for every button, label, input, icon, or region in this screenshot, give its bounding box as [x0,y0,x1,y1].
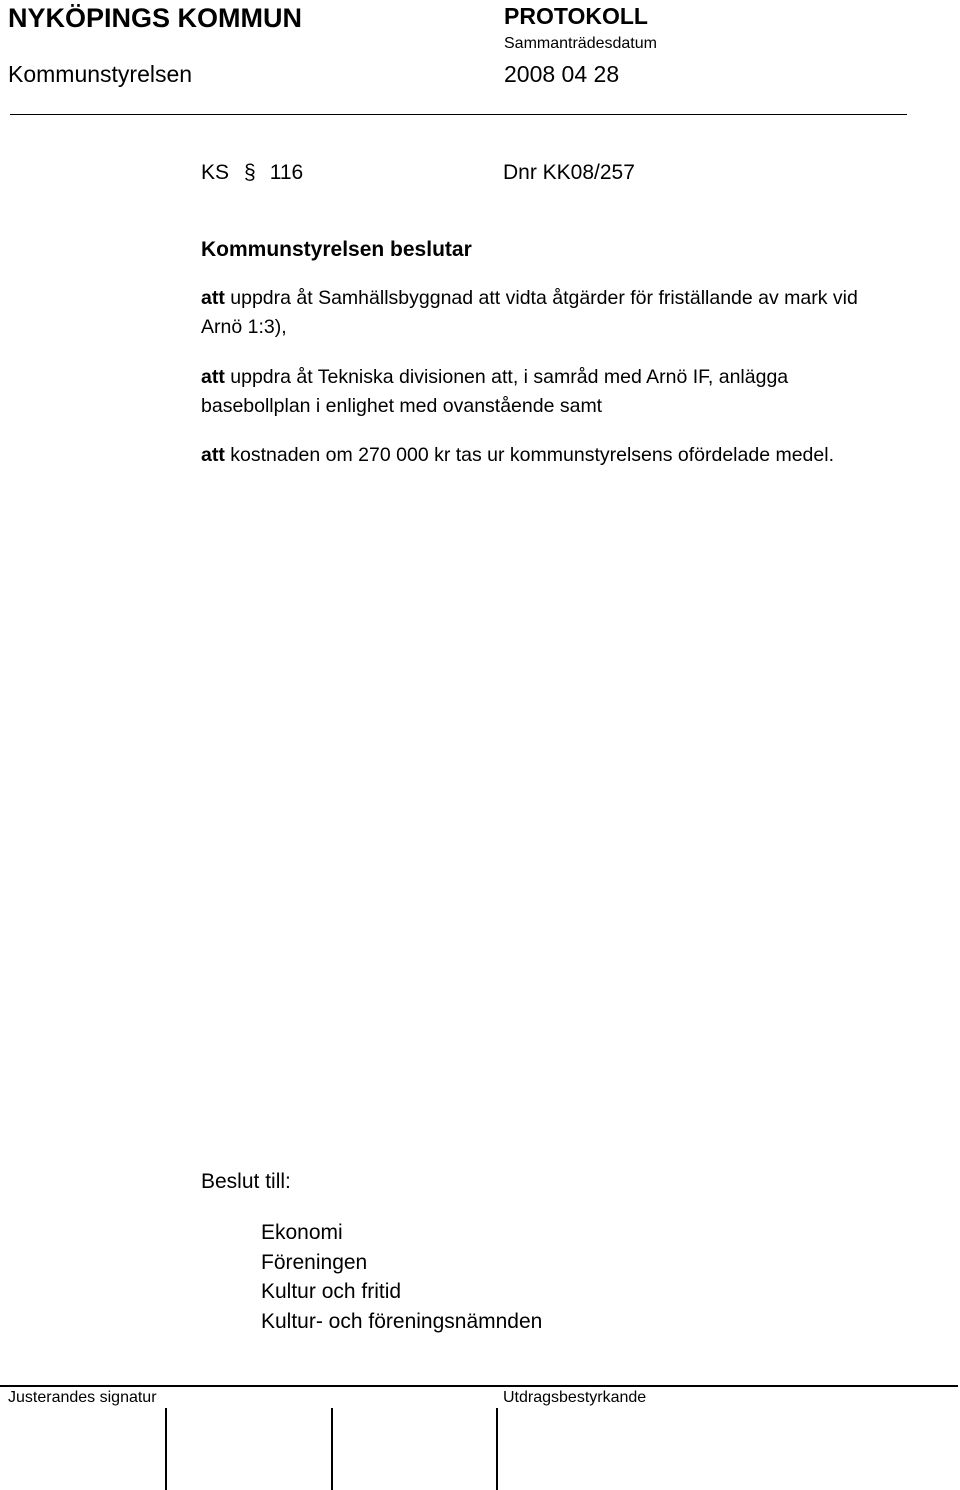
case-prefix: KS [201,161,230,184]
recipient-item: Kultur- och föreningsnämnden [261,1309,543,1333]
decision-keyword: att [201,287,225,309]
decision-heading: Kommunstyrelsen beslutar [201,238,472,261]
recipient-item: Föreningen [261,1250,368,1274]
distribution-label: Beslut till: [201,1170,291,1193]
signature-label: Justerandes signatur [8,1389,157,1406]
diary-number: Dnr KK08/257 [503,161,635,184]
decision-keyword: att [201,444,225,466]
footer-divider [0,1385,958,1387]
signature-box-divider [331,1408,333,1490]
case-number: 116 [269,161,304,184]
meeting-date-label: Sammanträdesdatum [504,35,657,52]
meeting-date: 2008 04 28 [504,61,620,87]
decision-item [201,441,901,470]
decision-item [201,363,901,421]
decision-item [201,284,901,342]
recipient-list [261,1218,542,1336]
decision-text: uppdra åt Tekniska divisionen att, i samråd med Arnö IF, anlägga basebollplan i enlighet med ovanstående samt [201,366,789,417]
recipient-item: Ekonomi [261,1221,343,1244]
header-divider [10,114,907,115]
decision-text: kostnaden om 270 000 kr tas ur kommunstyrelsens ofördelade medel. [224,444,834,466]
signature-box-divider [165,1408,167,1490]
signature-box-divider [496,1408,498,1490]
decision-text: uppdra åt Samhällsbyggnad att vidta åtgärder för friställande av mark vid Arnö 1:3), [201,287,858,338]
recipient-item: Kultur och fritid [261,1280,402,1303]
extract-certification-label: Utdragsbestyrkande [503,1389,647,1406]
paragraph-symbol: § [244,161,256,184]
decision-keyword: att [201,366,225,388]
case-paragraph [201,161,303,185]
department-name: Kommunstyrelsen [8,61,193,87]
document-type: PROTOKOLL [504,3,648,29]
organization-name: NYKÖPINGS KOMMUN [8,3,303,33]
